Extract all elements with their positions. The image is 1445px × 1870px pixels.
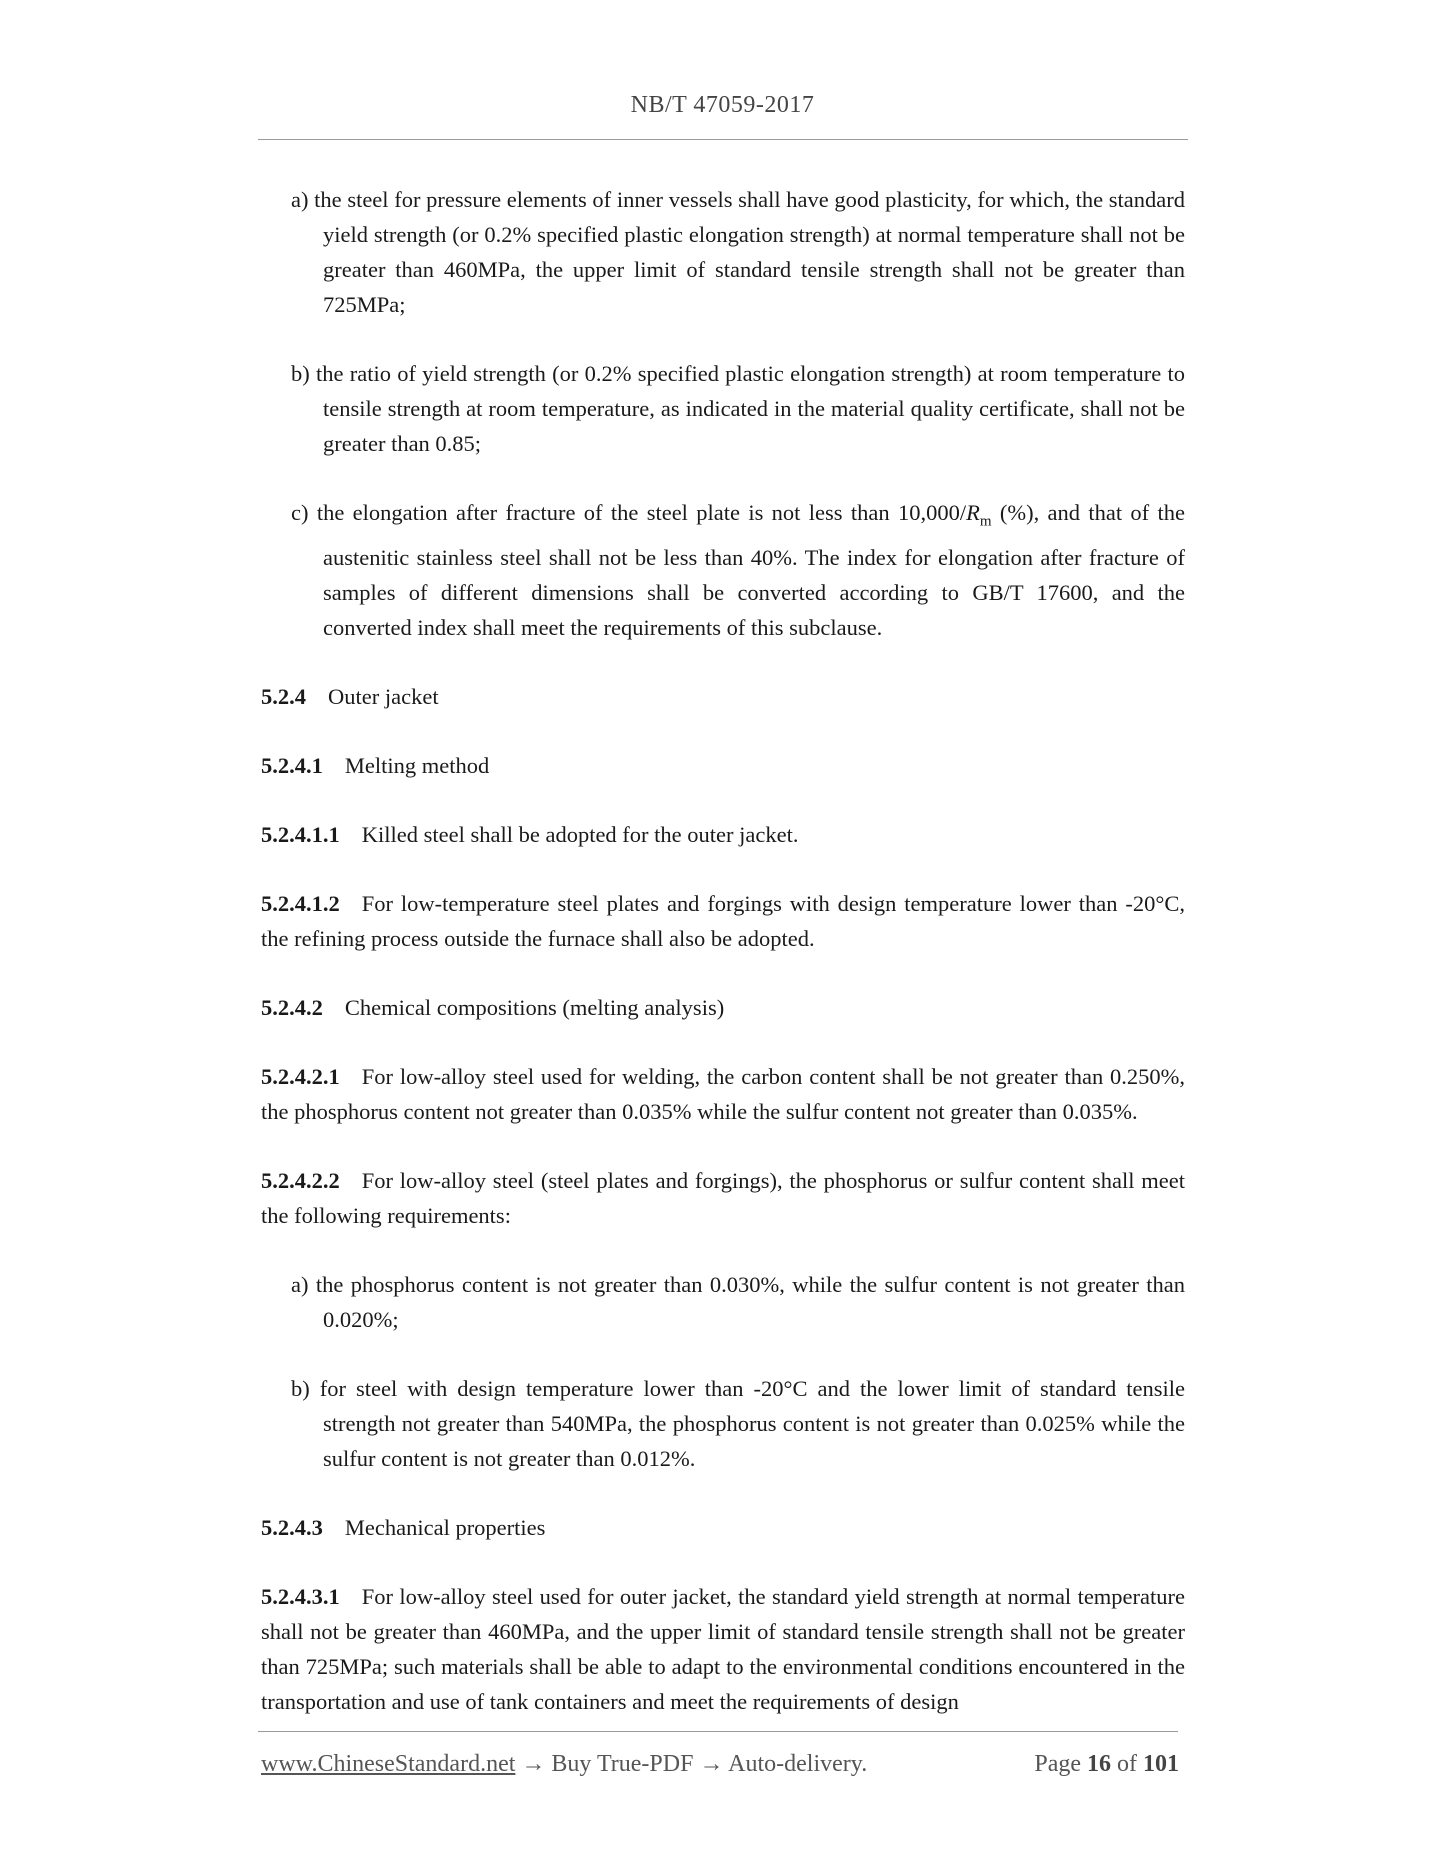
clause-number: 5.2.4.2.1 (261, 1063, 340, 1089)
arrow-right-icon: → (521, 1751, 546, 1777)
list-label: b) (291, 1375, 310, 1401)
list-item (291, 1267, 1185, 1337)
page-content (261, 182, 1185, 1753)
document-code-header: NB/T 47059-2017 (630, 92, 815, 118)
page-indicator (1034, 1751, 1179, 1778)
clause-text: For low-alloy steel used for welding, the carbon content shall be not greater than 0.250%, the phosphorus content not greater than 0.035% while the sulfur content not greater than 0.035%. (261, 1063, 1185, 1124)
arrow-right-icon: → (699, 1751, 724, 1777)
section-heading (261, 679, 1185, 714)
list-text: the ratio of yield strength (or 0.2% specified plastic elongation strength) at room temperature to tensile strength at room temperature, as indicated in the material quality certificate, shall not be greater than 0.85; (316, 361, 1185, 456)
clause (261, 1163, 1185, 1233)
section-heading (261, 748, 1185, 783)
website-link[interactable]: www.ChineseStandard.net (261, 1751, 516, 1777)
list-item (291, 495, 1185, 645)
section-title: Melting method (344, 752, 490, 778)
clause-number: 5.2.4.1.1 (261, 821, 340, 847)
section-title: Outer jacket (328, 683, 439, 709)
of-word: of (1117, 1751, 1137, 1777)
page-word: Page (1034, 1751, 1081, 1777)
section-number: 5.2.4.2 (261, 994, 323, 1020)
list-text: the phosphorus content is not greater than 0.030%, while the sulfur content is not greater than 0.020%; (315, 1271, 1185, 1332)
section-heading (261, 990, 1185, 1025)
clause-text: For low-alloy steel (steel plates and forgings), the phosphorus or sulfur content shall meet the following requirements: (261, 1167, 1185, 1228)
list-item (291, 1371, 1185, 1476)
list-label: c) (291, 500, 309, 525)
section-title: Chemical compositions (melting analysis) (344, 994, 725, 1020)
list-item (291, 182, 1185, 322)
header-divider (258, 139, 1188, 140)
auto-delivery-text: Auto-delivery. (728, 1751, 868, 1777)
clause-text: For low-alloy steel used for outer jacket, the standard yield strength at normal temperature shall not be greater than 460MPa, and the upper limit of standard tensile strength shall not be greater than 725MPa; such materials shall be able to adapt to the environmental conditions encountered in the transportation and use of tank containers and meet the requirements of design (261, 1583, 1185, 1714)
clause-number: 5.2.4.2.2 (261, 1167, 340, 1193)
list-text: for steel with design temperature lower than -20°C and the lower limit of standard tensile strength not greater than 540MPa, the phosphorus content is not greater than 0.025% while the sulfur content is not greater than 0.012%. (319, 1375, 1185, 1471)
section-number: 5.2.4.1 (261, 752, 323, 778)
clause (261, 886, 1185, 956)
list-item (291, 356, 1185, 461)
clause (261, 1579, 1185, 1719)
r-symbol: R (966, 500, 980, 525)
total-page-count: 101 (1143, 1751, 1179, 1777)
list-label: a) (291, 187, 309, 212)
footer-promo (261, 1751, 867, 1778)
clause-number: 5.2.4.1.2 (261, 890, 340, 916)
clause (261, 817, 1185, 852)
buy-pdf-text: Buy True-PDF (551, 1751, 694, 1777)
section-title: Mechanical properties (344, 1514, 546, 1540)
footer-divider (258, 1731, 1178, 1732)
section-number: 5.2.4 (261, 683, 306, 709)
clause-number: 5.2.4.3.1 (261, 1583, 340, 1609)
list-text-part: the elongation after fracture of the steel plate is not less than 10,000/ (316, 500, 967, 525)
list-text: the steel for pressure elements of inner vessels shall have good plasticity, for which, the standard yield strength (or 0.2% specified plastic elongation strength) at normal temperature shall not be greater than 460MPa, the upper limit of standard tensile strength shall not be greater than 725MPa; (314, 187, 1185, 317)
clause (261, 1059, 1185, 1129)
clause-text: For low-temperature steel plates and forgings with design temperature lower than -20°C, the refining process outside the furnace shall also be adopted. (261, 890, 1185, 951)
section-heading (261, 1510, 1185, 1545)
section-number: 5.2.4.3 (261, 1514, 323, 1540)
list-label: a) (291, 1271, 309, 1297)
clause-text: Killed steel shall be adopted for the outer jacket. (361, 821, 799, 847)
current-page-number: 16 (1087, 1751, 1111, 1777)
list-label: b) (291, 361, 310, 386)
list-text-part: (%), and that of the austenitic stainless steel shall not be less than 40%. The index for elongation after fracture of samples of different dimensions shall be converted according to GB/T 17600, and the converted index shall meet the requirements of this subclause. (323, 500, 1186, 640)
r-subscript: m (979, 513, 992, 530)
